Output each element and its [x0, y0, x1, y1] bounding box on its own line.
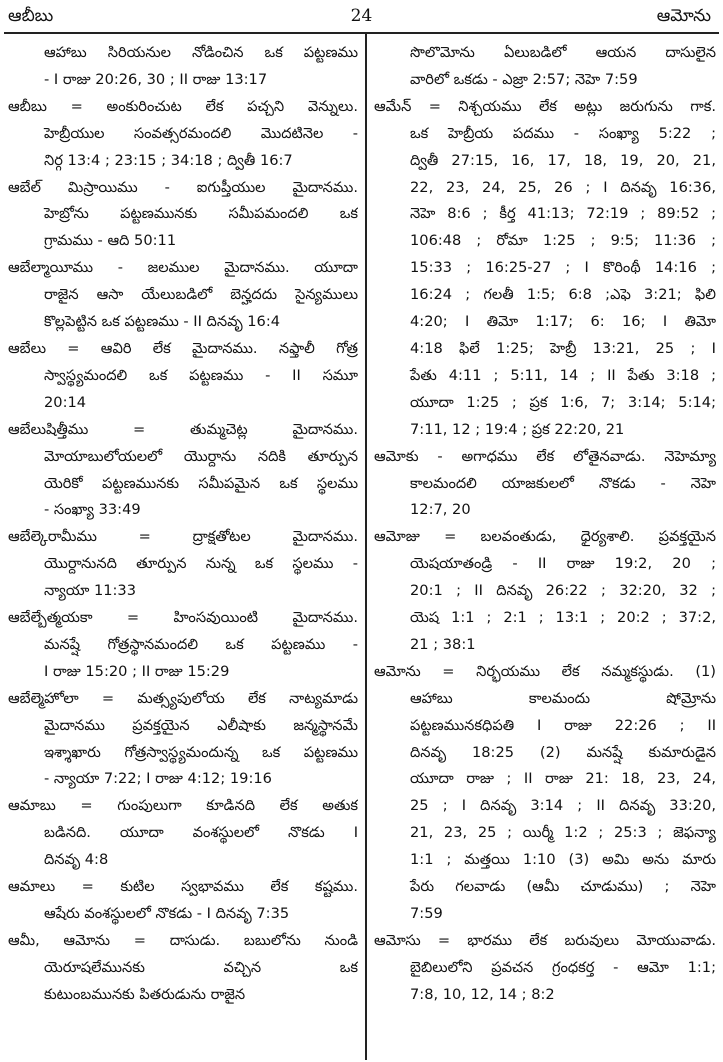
entry-line: ఆబేల్మాయీము - జలముల మైదానము. యూదా [8, 259, 358, 277]
entry-line: యెరికో పట్టణమునకు సమీపమైన ఒక స్థలము [44, 474, 358, 492]
entry-line: మోయాబులోయలలో యొర్దాను నదికి తూర్పున [44, 447, 358, 465]
entry-line: రాజైన ఆసా యేలుబడిలో బెన్హదదు సైన్యములు [44, 286, 358, 304]
entry-line: యొర్దానునది తూర్పున నున్న ఒక స్థలము - [44, 555, 358, 573]
entry-line: పేరు గలవాడు (ఆమీ చూడుము) ; నెహె [410, 878, 716, 896]
dictionary-entry [8, 928, 358, 1009]
entry-line: ఆమోను = నిర్భయము లేక నమ్మకస్థుడు. (1) [374, 662, 716, 680]
entry-line: ఆబేల్బేత్మయకా = హింసవుయింటి మైదానము. [8, 609, 358, 627]
entry-line: వారిలో ఒకడు - ఎజ్రా 2:57; నెహె 7:59 [410, 70, 638, 88]
entry-line: హెబ్రోను పట్టణమునకు సమీపమందలి ఒక [44, 205, 358, 223]
dictionary-entry [8, 175, 358, 256]
dictionary-entry [8, 605, 358, 686]
entry-line: ఆమోజు = బలవంతుడు, ధైర్యశాలి. ప్రవక్తయైన [374, 528, 716, 546]
dictionary-entry [374, 40, 716, 94]
entry-line: దినవృ 4:8 [44, 851, 109, 869]
entry-line: 7:59 [410, 905, 443, 922]
entry-line: ఆహాబు కాలమందు షోమ్రోను [410, 689, 716, 707]
entry-line: 20:1 ; II దినవృ 26:22 ; 32:20, 32 ; [410, 582, 716, 600]
entry-line: పేతు 4:11 ; 5:11, 14 ; II పేతు 3:18 ; [410, 366, 716, 384]
dictionary-entry [8, 417, 358, 525]
page-number: 24 [350, 6, 373, 26]
entry-line: హెబ్రీయుల సంవత్సరమందలి మొదటినెల - [44, 124, 358, 142]
entry-line: ఆబేల్ మిస్రాయిము - ఐగుప్తీయుల మైదానము. [8, 178, 358, 196]
entry-line: ఆమీ, ఆమోను = దాసుడు. బబులోను నుండి [8, 931, 358, 949]
entry-line: 1:1 ; మత్తయి 1:10 (3) అమి అను మారు [410, 851, 716, 869]
left-column [8, 40, 358, 1009]
entry-line: ఆబేలు = ఆవిరి లేక మైదానము. నఫ్తాలీ గోత్ర [8, 339, 358, 357]
entry-line: నిర్గ 13:4 ; 23:15 ; 34:18 ; ద్వితీ 16:7 [44, 151, 293, 169]
entry-line: సొలొమోను ఏలుబడిలో ఆయన దాసులైన [410, 44, 716, 61]
entry-line: ఇశ్శాఖారు గోత్రస్వాస్థ్యమందున్న ఒక పట్టణము [44, 743, 358, 761]
entry-line: కాలమందలి యాజకులలో నొకడు - నెహె [410, 474, 716, 492]
entry-line: ఒక హెబ్రీయ పదము - సంఖ్యా 5:22 ; [410, 124, 716, 142]
entry-line: యూదా 1:25 ; ప్రక 1:6, 7; 3:14; 5:14; [410, 393, 716, 411]
entry-line: - న్యాయా 7:22; I రాజు 4:12; 19:16 [44, 770, 272, 788]
entry-line: ఆషేరు వంశస్థులలో నొకడు - I దినవృ 7:35 [44, 905, 290, 922]
entry-line: దినవృ 18:25 (2) మనష్షే కుమారుడైన [410, 743, 716, 761]
entry-line: ఆమోకు - అగాధము లేక లోతైనవాడు. నెహెమ్యా [374, 447, 716, 465]
entry-line: ఆమాబు = గుంపులుగా కూడినది లేక అతుక [8, 797, 358, 815]
entry-line: 4:20; I తిమో 1:17; 6: 16; I తిమో [410, 313, 716, 331]
entry-line: బడినది. యూదా వంశస్థులలో నొకడు I [44, 824, 358, 842]
entry-line: - సంఖ్యా 33:49 [44, 501, 141, 519]
entry-line: ద్వితీ 27:15, 16, 17, 18, 19, 20, 21, [410, 151, 716, 169]
header-rule [4, 32, 719, 34]
entry-line: గ్రామము - ఆది 50:11 [44, 232, 177, 250]
dictionary-entry [8, 336, 358, 417]
entry-line: యెరూషలేమునకు వచ్చిన ఒక [44, 958, 358, 976]
entry-line: ఆబేలుషిత్తీము = తుమ్మచెట్ల మైదానము. [8, 420, 358, 438]
entry-line: యూదా రాజు ; II రాజు 21: 18, 23, 24, [410, 770, 716, 788]
dictionary-entry [8, 524, 358, 605]
dictionary-entry [8, 94, 358, 175]
entry-line: ఆమేన్ = నిశ్చయము లేక అట్లు జరుగును గాక. [374, 97, 716, 115]
column-divider [365, 34, 367, 1060]
entry-line: I రాజు 15:20 ; II రాజు 15:29 [44, 662, 230, 680]
entry-line: 15:33 ; 16:25-27 ; I కొరింథీ 14:16 ; [410, 259, 716, 277]
entry-line: ఆబేల్కెరామీము = ద్రాక్షతోటల మైదానము. [8, 528, 358, 546]
entry-line: ఆబీబు = అంకురించుట లేక పచ్చని వెన్నులు. [8, 97, 358, 115]
dictionary-entry [374, 659, 716, 928]
entry-line: మనష్షే గోత్రస్థానమందలి ఒక పట్టణము - [44, 635, 358, 653]
dictionary-entry [8, 686, 358, 794]
dictionary-entry [8, 40, 358, 94]
entry-line: ఆబేల్మెహోలా = మత్స్యపులోయ లేక నాట్యమాడు [8, 689, 358, 707]
dictionary-entry [374, 928, 716, 1009]
entry-line: 12:7, 20 [410, 501, 471, 519]
entry-line: యెషయాతండ్రి - II రాజు 19:2, 20 ; [410, 555, 716, 573]
dictionary-entry [374, 94, 716, 444]
dictionary-entry [8, 874, 358, 928]
dictionary-entry [374, 444, 716, 525]
entry-line: పట్టణమునకధిపతి I రాజు 22:26 ; II [410, 716, 716, 734]
entry-line: 21 ; 38:1 [410, 635, 476, 653]
entry-line: యెష 1:1 ; 2:1 ; 13:1 ; 20:2 ; 37:2, [410, 609, 716, 627]
entry-line: 4:18 ఫిలే 1:25; హెబ్రీ 13:21, 25 ; I [410, 339, 716, 357]
entry-line: - I రాజు 20:26, 30 ; II రాజు 13:17 [44, 70, 268, 88]
entry-line: 16:24 ; గలతీ 1:5; 6:8 ;ఎఫె 3:21; ఫిలి [410, 286, 716, 304]
entry-line: మైదానము ప్రవక్తయైన ఎలీషాకు జన్మస్థానమే [44, 716, 358, 734]
entry-line: ఆమాలు = కుటిల స్వభావము లేక కష్టము. [8, 878, 358, 896]
entry-line: నెహె 8:6 ; కీర్త 41:13; 72:19 ; 89:52 ; [410, 205, 716, 223]
entry-line: కొల్లపెట్టిన ఒక పట్టణము - II దినవృ 16:4 [44, 313, 281, 331]
entry-line: 20:14 [44, 393, 87, 411]
entry-line: 22, 23, 24, 25, 26 ; I దినవృ 16:36, [410, 178, 716, 196]
entry-line: 106:48 ; రోమా 1:25 ; 9:5; 11:36 ; [410, 232, 716, 250]
entry-line: ఆమోసు = భారము లేక బరువులు మోయువాడు. [374, 931, 716, 949]
entry-line: బైబిలులోని ప్రవచన గ్రంధకర్త - ఆమో 1:1; [410, 958, 716, 976]
entry-line: 25 ; I దినవృ 3:14 ; II దినవృ 33:20, [410, 797, 716, 815]
entry-line: స్వాస్థ్యమందలి ఒక పట్టణము - II సమూ [44, 366, 358, 384]
right-column [374, 40, 716, 1009]
entry-line: 7:8, 10, 12, 14 ; 8:2 [410, 985, 555, 1003]
entry-line: కుటుంబమునకు పితరుడును రాజైన [44, 985, 246, 1003]
running-head-left: ఆబీబు [8, 6, 54, 26]
dictionary-entry [374, 524, 716, 659]
running-head-right: ఆమోను [656, 6, 711, 26]
dictionary-entry [8, 255, 358, 336]
entry-line: ఆహాబు సిరియనుల నోడించిన ఒక పట్టణము [44, 44, 358, 61]
dictionary-entry [8, 793, 358, 874]
entry-line: 7:11, 12 ; 19:4 ; ప్రక 22:20, 21 [410, 420, 625, 438]
entry-line: 21, 23, 25 ; యిర్మీ 1:2 ; 25:3 ; జెఫన్యా [410, 824, 716, 842]
entry-line: న్యాయా 11:33 [44, 582, 136, 600]
